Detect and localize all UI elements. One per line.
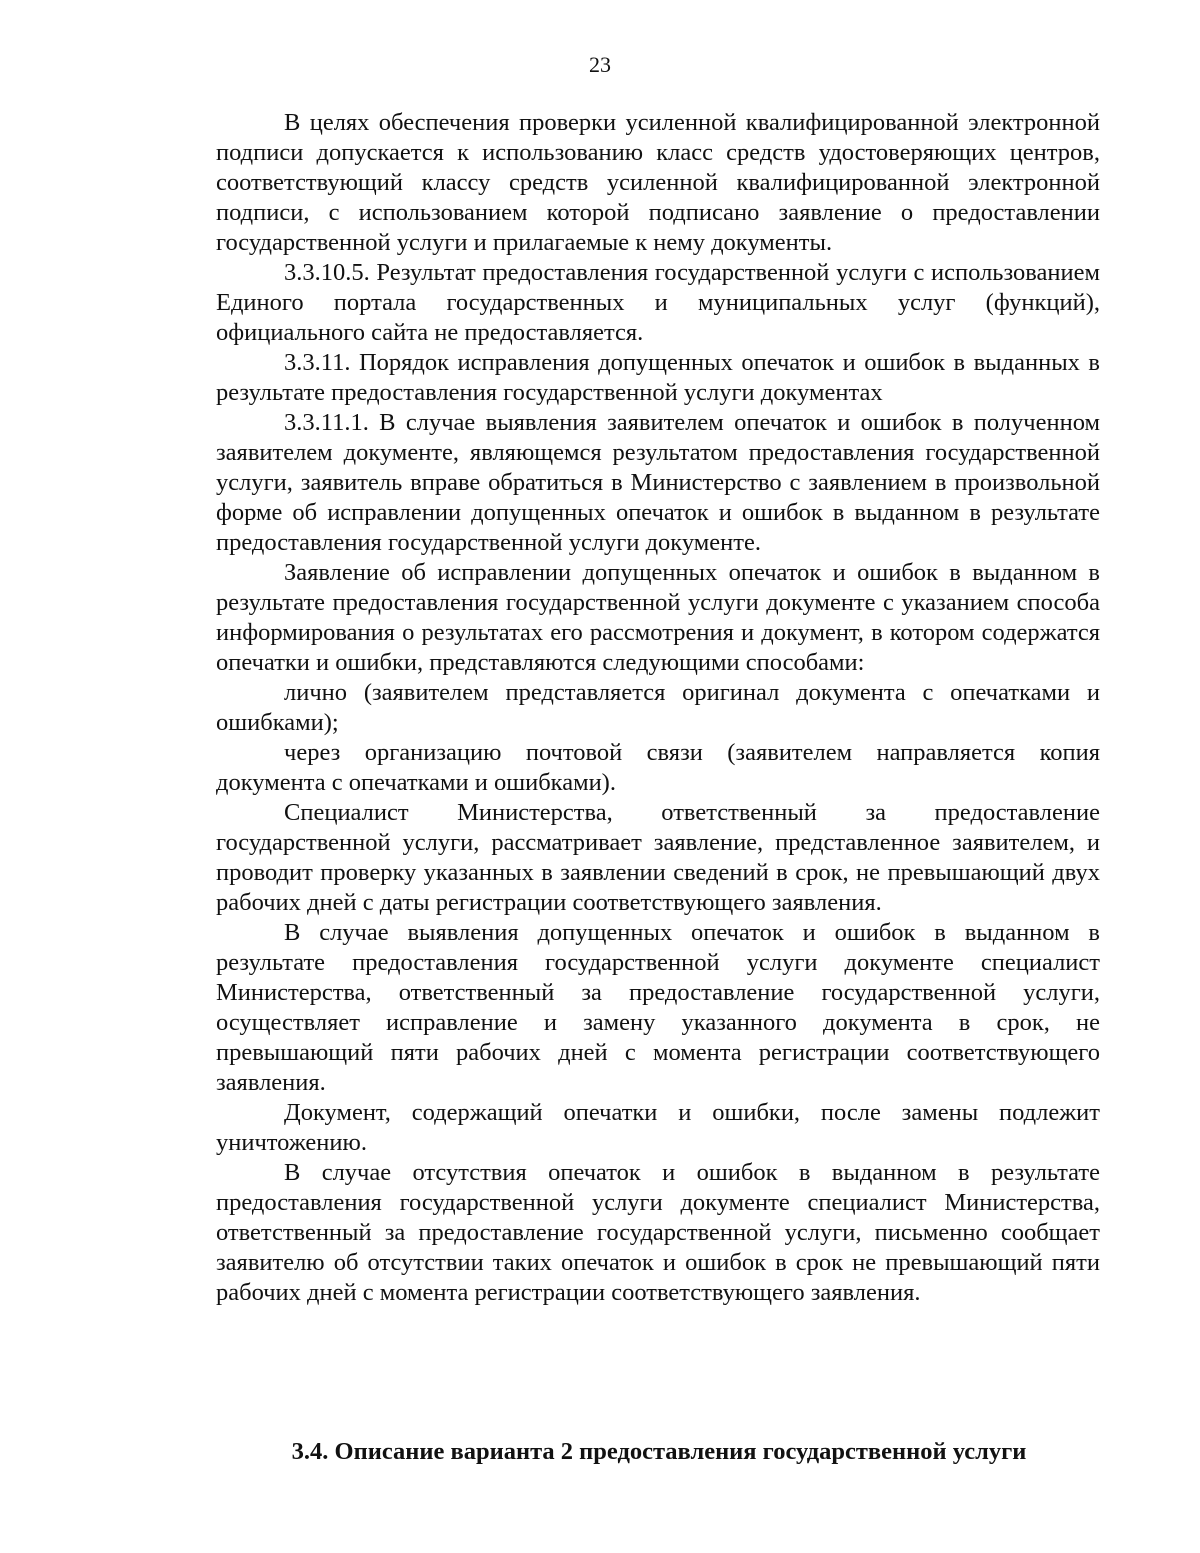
paragraph-application-submission: Заявление об исправлении допущенных опечаток и ошибок в выданном в результате предоставления государственной услуги документе с указанием способа информирования о результатах его рассмотрения и документ, в котором содержатся опечатки и ошибки, представляются следующими способами: — [216, 559, 1100, 676]
paragraph-in-person: лично (заявителем представляется оригинал документа с опечатками и ошибками); — [216, 679, 1100, 736]
paragraph-by-post: через организацию почтовой связи (заявителем направляется копия документа с опечатками и ошибками). — [216, 739, 1100, 796]
paragraph-signature-check: В целях обеспечения проверки усиленной квалифицированной электронной подписи допускается к использованию класс средств удостоверяющих центров, соответствующий классу средств усиленной квалифицированной электронной подписи, с использованием которой подписано заявление о предоставлении государственной услуги и прилагаемые к нему документы. — [216, 109, 1100, 256]
document-body — [216, 108, 1100, 1308]
paragraph-3-3-11: 3.3.11. Порядок исправления допущенных опечаток и ошибок в выданных в результате предоставления государственной услуги документах — [216, 349, 1100, 406]
paragraph-3-3-10-5: 3.3.10.5. Результат предоставления государственной услуги с использованием Единого портала государственных и муниципальных услуг (функций), официального сайта не предоставляется. — [216, 259, 1100, 346]
section-heading: 3.4. Описание варианта 2 предоставления государственной услуги — [291, 1438, 1027, 1465]
paragraph-review: Специалист Министерства, ответственный за предоставление государственной услуги, рассматривает заявление, представленное заявителем, и проводит проверку указанных в заявлении сведений в срок, не превышающий двух рабочих дней с даты регистрации соответствующего заявления. — [216, 799, 1100, 916]
paragraph-no-errors: В случае отсутствия опечаток и ошибок в выданном в результате предоставления государственной услуги документе специалист Министерства, ответственный за предоставление государственной услуги, письменно сообщает заявителю об отсутствии таких опечаток и ошибок в срок не превышающий пяти рабочих дней с момента регистрации соответствующего заявления. — [216, 1159, 1100, 1306]
page-number: 23 — [589, 52, 611, 77]
paragraph-correction: В случае выявления допущенных опечаток и ошибок в выданном в результате предоставления государственной услуги документе специалист Министерства, ответственный за предоставление государственной услуги, осуществляет исправление и замену указанного документа в срок, не превышающий пяти рабочих дней с момента регистрации соответствующего заявления. — [216, 919, 1100, 1096]
paragraph-destruction: Документ, содержащий опечатки и ошибки, после замены подлежит уничтожению. — [216, 1099, 1100, 1156]
paragraph-3-3-11-1: 3.3.11.1. В случае выявления заявителем опечаток и ошибок в полученном заявителем документе, являющемся результатом предоставления государственной услуги, заявитель вправе обратиться в Министерство с заявлением в произвольной форме об исправлении допущенных опечаток и ошибок в выданном в результате предоставления государственной услуги документе. — [216, 409, 1100, 556]
